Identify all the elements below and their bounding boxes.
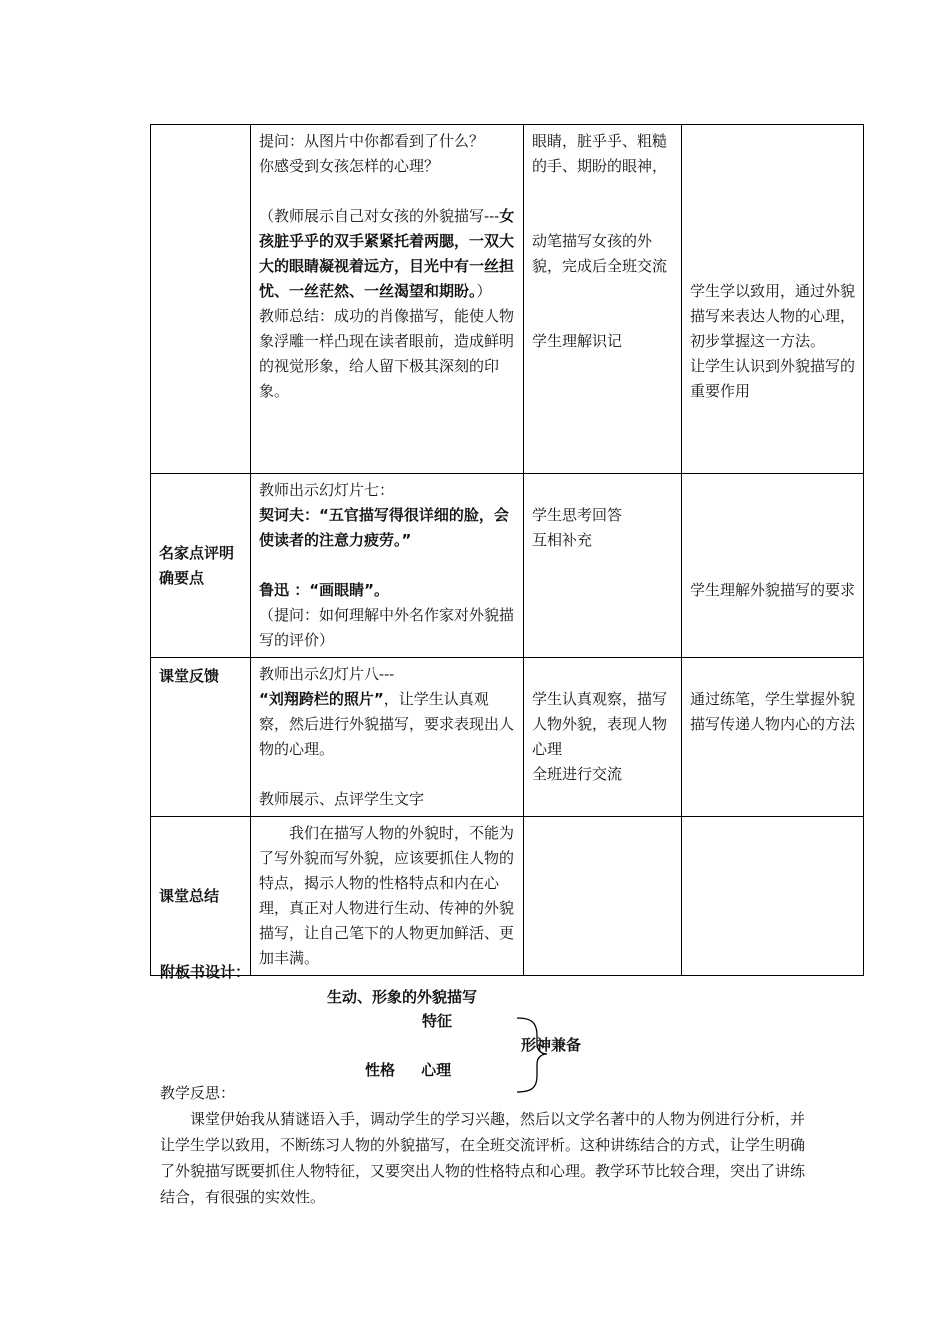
purpose-text: 学生理解外貌描写的要求 [690, 581, 856, 599]
teacher-activity: 教师展示、点评学生文字 [259, 790, 425, 808]
slide-intro: 教师出示幻灯片八--- [259, 665, 395, 683]
question-line: 你感受到女孩怎样的心理？ [259, 157, 440, 175]
row4-head-cell: 课堂总结 [151, 817, 251, 976]
student-activity: 全班进行交流 [532, 765, 623, 783]
teacher-summary: 教师总结：成功的肖像描写，能使人物象浮雕一样凸现在读者眼前，造成鲜明的视觉形象，给人留下极其深刻的印象。 [259, 307, 515, 400]
row3-head-cell: 课堂反馈 [151, 658, 251, 817]
row2-purpose-cell [682, 474, 864, 658]
reflection-body: 课堂伊始我从猜谜语入手，调动学生的学习兴趣，然后以文学名著中的人物为例进行分析，并让学生学以致用，不断练习人物的外貌描写，在全班交流评析。这种讲练结合的方式，让学生明确了外貌描写既要抓住人物特征，又要突出人物的性格特点和心理。教学环节比较合理，突出了讲练结合，有很强的实效性。 [160, 1110, 806, 1206]
teacher-demo: （教师展示自己对女孩的外貌描写---女孩脏乎乎的双手紧紧托着两腮，一双大大的眼睛凝视着远方，目光中有一丝担忧、一丝茫然、一丝渴望和期盼。） [259, 207, 515, 300]
student-activity: 学生理解识记 [532, 332, 623, 350]
row1-purpose-cell [682, 125, 864, 474]
row2-head-cell: 名家点评明确要点 [151, 474, 251, 658]
row4-summary-cell [251, 817, 524, 976]
student-activity: 动笔描写女孩的外貌，完成后全班交流 [532, 232, 668, 275]
purpose-text: 让学生认识到外貌描写的重要作用 [690, 357, 856, 400]
student-activity: 学生思考回答 [532, 506, 623, 524]
table-row [151, 817, 864, 976]
row3-teacher-cell [251, 658, 524, 817]
row2-student-cell [524, 474, 682, 658]
row3-student-cell [524, 658, 682, 817]
feedback-task: “刘翔跨栏的照片”，让学生认真观察，然后进行外貌描写，要求表现出人物的心理。 [259, 690, 515, 758]
lesson-plan-table [150, 124, 864, 976]
question-line: （提问：如何理解中外名作家对外貌描写的评价） [259, 606, 515, 649]
student-activity: 互相补充 [532, 531, 593, 549]
teaching-reflection [160, 1080, 810, 1210]
student-activity: 学生认真观察，描写人物外貌，表现人物心理 [532, 690, 668, 758]
row4-empty-cell [524, 817, 682, 976]
board-heading: 附板书设计： [160, 963, 251, 981]
demo-bold-text: 女孩脏乎乎的双手紧紧托着两腮，一双大大的眼睛凝视着远方，目光中有一丝担忧、一丝茫然、一丝渴望和期盼。 [259, 207, 515, 300]
board-traits: 性格 心理 [365, 1061, 452, 1079]
board-result: 形神兼备 [521, 1036, 582, 1054]
board-title: 生动、形象的外貌描写 [327, 988, 478, 1006]
question-line: 提问：从图片中你都看到了什么？ [259, 132, 485, 150]
row1-head-cell [151, 125, 251, 474]
purpose-text: 通过练笔，学生掌握外貌描写传递人物内心的方法 [690, 690, 856, 733]
table-row [151, 125, 864, 474]
slide-intro: 教师出示幻灯片七： [259, 481, 395, 499]
row3-purpose-cell [682, 658, 864, 817]
table-row [151, 474, 864, 658]
row1-student-cell [524, 125, 682, 474]
purpose-text: 学生学以致用，通过外貌描写来表达人物的心理，初步掌握这一方法。 [690, 282, 856, 350]
row2-teacher-cell [251, 474, 524, 658]
reflection-heading: 教学反思： [160, 1084, 236, 1102]
row4-empty-cell [682, 817, 864, 976]
table-row [151, 658, 864, 817]
photo-title: “刘翔跨栏的照片” [259, 690, 384, 708]
board-feature: 特征 [422, 1012, 453, 1030]
luxun-quote: 鲁迅 ：“画眼睛”。 [259, 581, 389, 599]
chekhov-quote: 契诃夫：“五官描写得很详细的脸，会使读者的注意力疲劳。” [259, 506, 509, 549]
lesson-summary: 我们在描写人物的外貌时，不能为了写外貌而写外貌，应该要抓住人物的特点，揭示人物的性格特点和内在心理，真正对人物进行生动、传神的外貌描写，让自己笔下的人物更加鲜活、更加丰满。 [259, 824, 515, 967]
student-observation: 眼睛，脏乎乎、粗糙的手、期盼的眼神， [532, 132, 668, 175]
row1-teacher-cell [251, 125, 524, 474]
